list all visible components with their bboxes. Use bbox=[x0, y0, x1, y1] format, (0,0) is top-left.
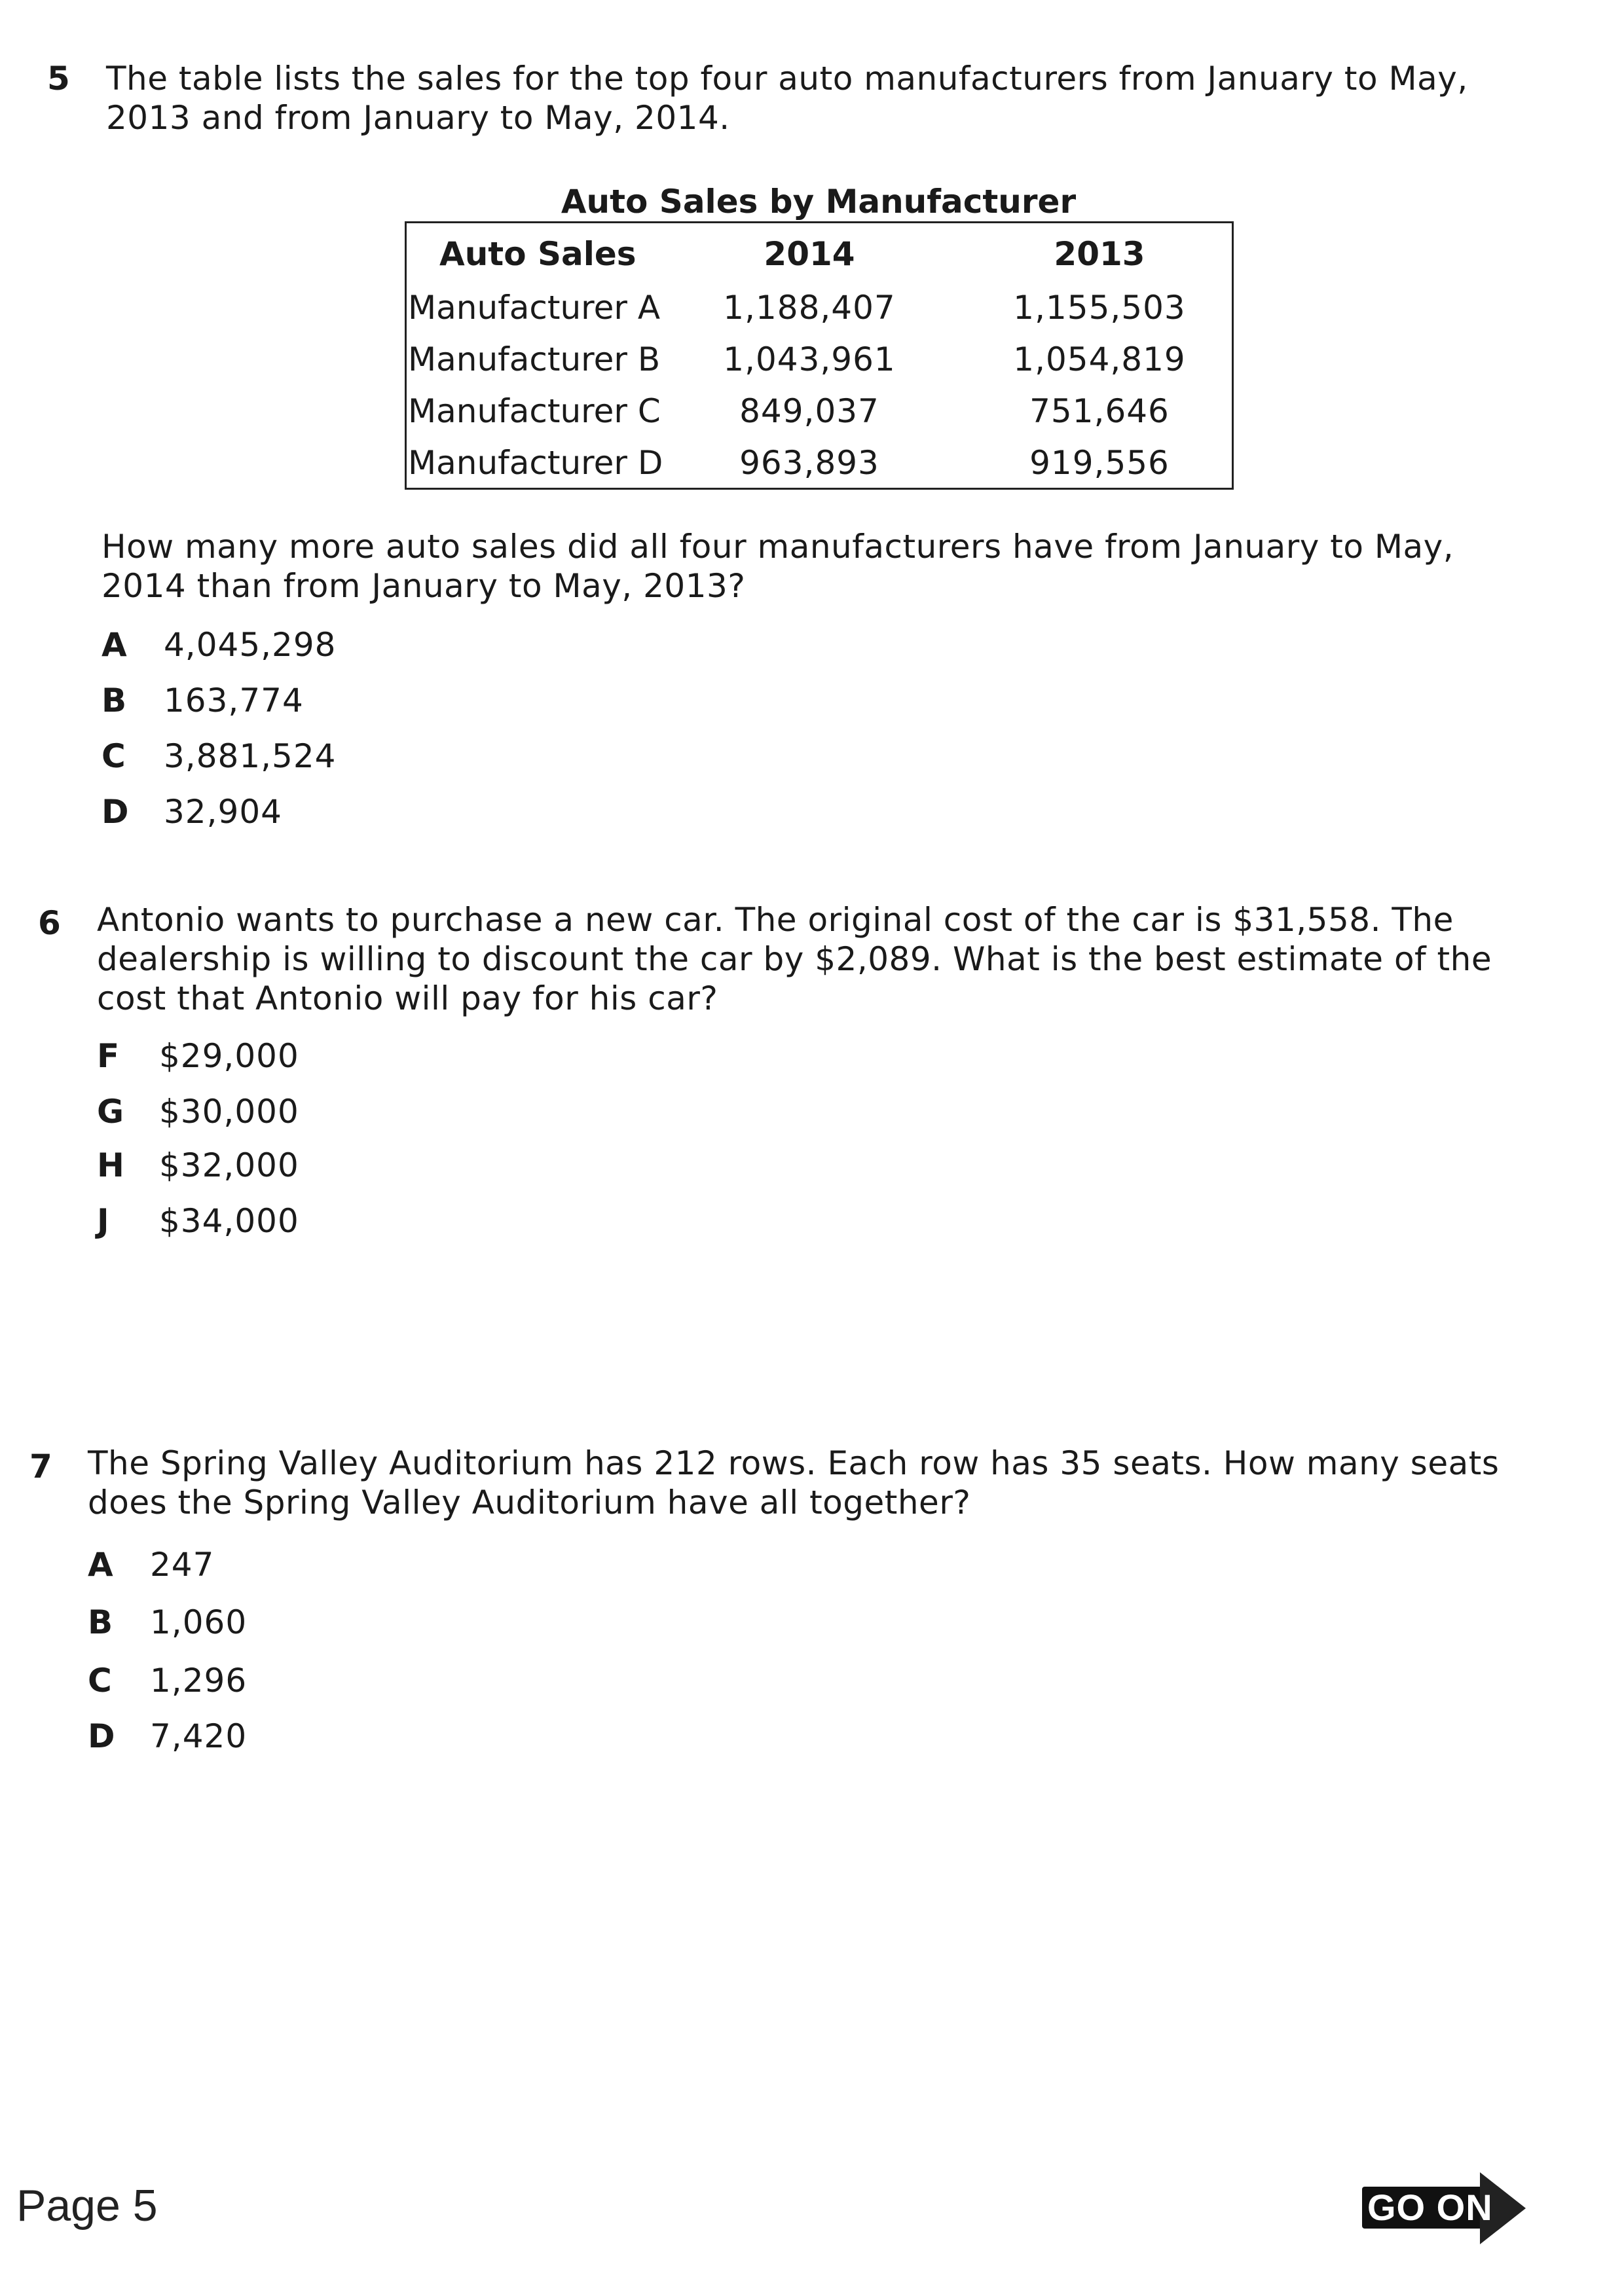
choice-letter: C bbox=[101, 737, 126, 775]
table-row-c-name: Manufacturer C bbox=[408, 392, 661, 430]
go-on-button[interactable] bbox=[1362, 2172, 1532, 2244]
choice-value: 247 bbox=[150, 1546, 215, 1584]
question-7-prompt: The Spring Valley Auditorium has 212 rows. Each row has 35 seats. How many seats does the Spring Valley Auditorium have all together? bbox=[88, 1444, 1500, 1522]
choice-letter: D bbox=[88, 1717, 115, 1755]
table-row-b-name: Manufacturer B bbox=[408, 340, 661, 378]
choice-value: 7,420 bbox=[150, 1717, 248, 1755]
question-7-choice-b[interactable] bbox=[88, 1603, 248, 1641]
choice-letter: F bbox=[97, 1037, 120, 1075]
table-title: Auto Sales by Manufacturer bbox=[561, 183, 1077, 221]
choice-letter: J bbox=[97, 1202, 109, 1240]
table-row-b-2014: 1,043,961 bbox=[723, 340, 896, 378]
question-7-choice-d[interactable] bbox=[88, 1717, 248, 1755]
question-5-choice-c[interactable] bbox=[101, 737, 337, 775]
choice-letter: G bbox=[97, 1093, 124, 1131]
choice-value: $34,000 bbox=[159, 1202, 299, 1240]
table-row-a-2013: 1,155,503 bbox=[1013, 289, 1186, 327]
choice-letter: H bbox=[97, 1146, 124, 1184]
choice-letter: A bbox=[101, 626, 127, 664]
question-7-number: 7 bbox=[29, 1448, 52, 1485]
table-row-a-name: Manufacturer A bbox=[408, 289, 661, 327]
choice-value: $32,000 bbox=[159, 1146, 299, 1184]
table-row-c-2013: 751,646 bbox=[1029, 392, 1170, 430]
choice-value: 4,045,298 bbox=[164, 626, 337, 664]
question-5-choice-b[interactable] bbox=[101, 682, 304, 720]
choice-value: 1,296 bbox=[150, 1662, 248, 1700]
table-header-2014: 2014 bbox=[764, 235, 855, 273]
table-header-2013: 2013 bbox=[1054, 235, 1145, 273]
choice-letter: D bbox=[101, 793, 129, 831]
question-6-choice-g[interactable] bbox=[97, 1093, 299, 1131]
question-7-choice-a[interactable] bbox=[88, 1546, 215, 1584]
question-5-number: 5 bbox=[47, 60, 70, 98]
choice-value: $29,000 bbox=[159, 1037, 299, 1075]
choice-letter: A bbox=[88, 1546, 113, 1584]
question-6-choice-j[interactable] bbox=[97, 1202, 299, 1240]
table-row-d-2013: 919,556 bbox=[1029, 444, 1170, 482]
choice-value: 163,774 bbox=[164, 682, 304, 720]
table-header-auto-sales: Auto Sales bbox=[439, 235, 637, 273]
question-6-prompt: Antonio wants to purchase a new car. The original cost of the car is $31,558. The dealership is willing to discount the car by $2,089. What is the best estimate of the cost that Antonio will pay for his car? bbox=[97, 901, 1492, 1017]
question-6-number: 6 bbox=[38, 904, 61, 942]
table-row-d-name: Manufacturer D bbox=[408, 444, 663, 482]
question-7-choice-c[interactable] bbox=[88, 1662, 248, 1700]
question-5-intro: The table lists the sales for the top four auto manufacturers from January to May, 2013 and from January to May, 2014. bbox=[106, 60, 1468, 137]
auto-sales-table bbox=[405, 221, 1234, 490]
question-6-choice-f[interactable] bbox=[97, 1037, 299, 1075]
choice-value: $30,000 bbox=[159, 1093, 299, 1131]
choice-value: 3,881,524 bbox=[164, 737, 337, 775]
table-row-c-2014: 849,037 bbox=[739, 392, 879, 430]
question-5-choice-a[interactable] bbox=[101, 626, 337, 664]
table-row-d-2014: 963,893 bbox=[739, 444, 879, 482]
question-5-prompt: How many more auto sales did all four manufacturers have from January to May, 2014 than from January to May, 2013? bbox=[101, 528, 1454, 605]
question-5-choice-d[interactable] bbox=[101, 793, 282, 831]
choice-letter: B bbox=[88, 1603, 113, 1641]
choice-value: 1,060 bbox=[150, 1603, 248, 1641]
question-6-choice-h[interactable] bbox=[97, 1146, 299, 1184]
choice-letter: C bbox=[88, 1662, 112, 1700]
choice-value: 32,904 bbox=[164, 793, 282, 831]
choice-letter: B bbox=[101, 682, 127, 720]
table-row-a-2014: 1,188,407 bbox=[723, 289, 896, 327]
page-number: Page 5 bbox=[16, 2181, 158, 2231]
go-on-label: GO ON bbox=[1367, 2187, 1493, 2228]
table-row-b-2013: 1,054,819 bbox=[1013, 340, 1186, 378]
